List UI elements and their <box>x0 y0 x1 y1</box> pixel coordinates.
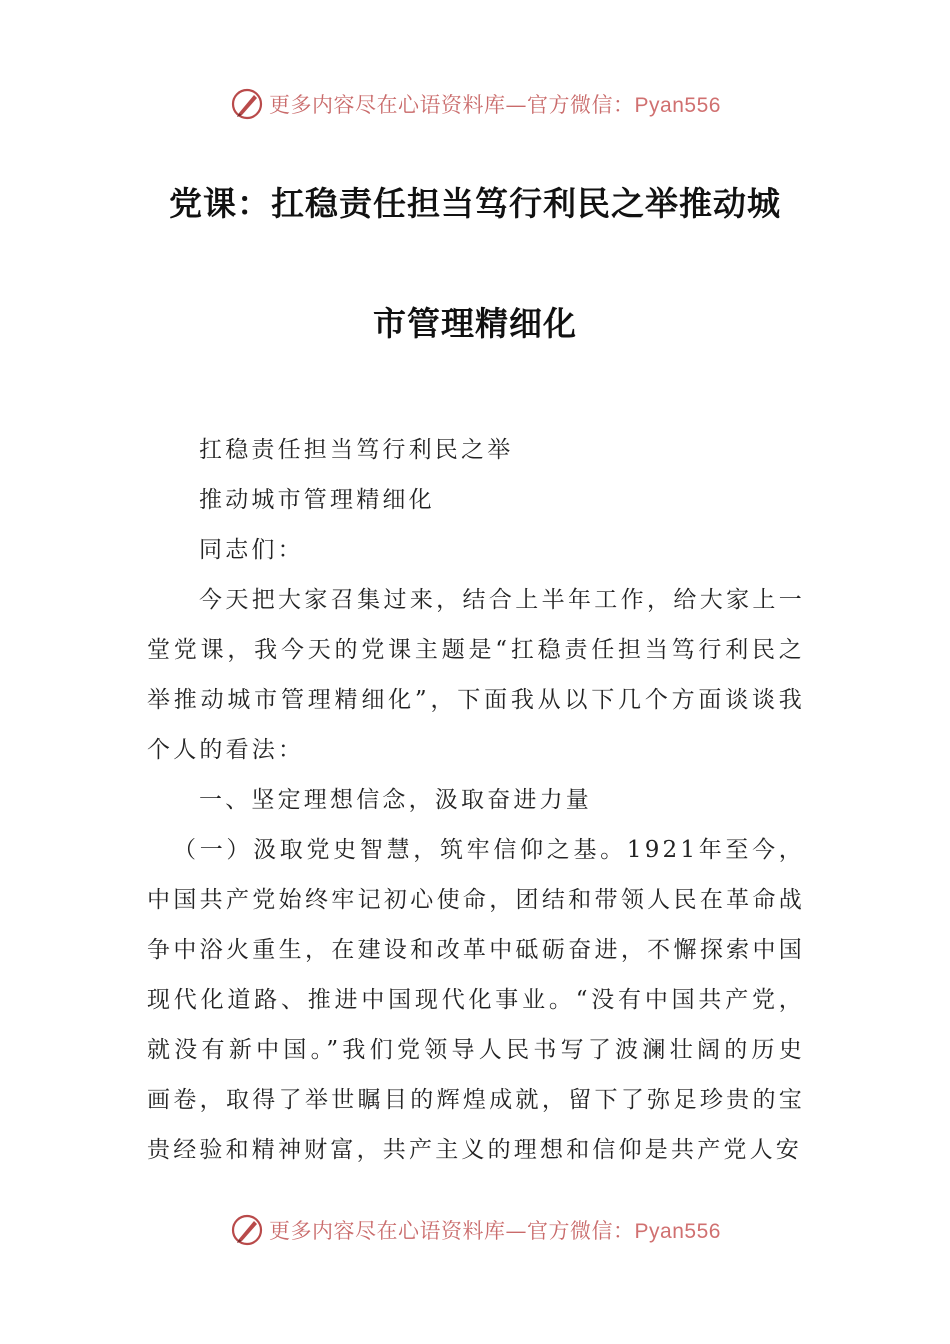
pen-logo-icon <box>229 1212 265 1248</box>
banner-text: 更多内容尽在心语资料库—官方微信：Pyan556 <box>269 1219 721 1243</box>
page-title-line-2: 市管理精细化 <box>373 304 577 343</box>
subtitle-line-2: 推动城市管理精细化 <box>199 487 435 513</box>
section-heading-1: 一、坚定理想信念，汲取奋进力量 <box>199 787 592 813</box>
intro-paragraph: 今天把大家召集过来，结合上半年工作，给大家上一堂党课，我今天的党课主题是“扛稳责任担当笃行利民之举推动城市管理精细化”，下面我从以下几个方面谈谈我个人的看法： <box>147 587 805 763</box>
document-body <box>147 425 805 1175</box>
watermark-banner-bottom <box>0 1208 950 1252</box>
subtitle-line-1: 扛稳责任担当笃行利民之举 <box>199 437 514 463</box>
wechat-id: Pyan556 <box>634 1220 721 1243</box>
pen-logo-icon <box>229 86 265 122</box>
salutation: 同志们： <box>199 537 304 563</box>
wechat-id: Pyan556 <box>634 94 721 117</box>
subsection-paragraph-1: （一）汲取党史智慧，筑牢信仰之基。1921年至今，中国共产党始终牢记初心使命，团结和带领人民在革命战争中浴火重生，在建设和改革中砥砺奋进，不懈探索中国现代化道路、推进中国现代化事业。“没有中国共产党，就没有新中国。”我们党领导人民书写了波澜壮阔的历史画卷，取得了举世瞩目的辉煌成就，留下了弥足珍贵的宝贵经验和精神财富，共产主义的理想和信仰是共产党人安 <box>147 837 805 1163</box>
banner-text: 更多内容尽在心语资料库—官方微信：Pyan556 <box>269 93 721 117</box>
watermark-banner-top <box>0 82 950 126</box>
page-title-line-1: 党课：扛稳责任担当笃行利民之举推动城 <box>169 184 781 223</box>
